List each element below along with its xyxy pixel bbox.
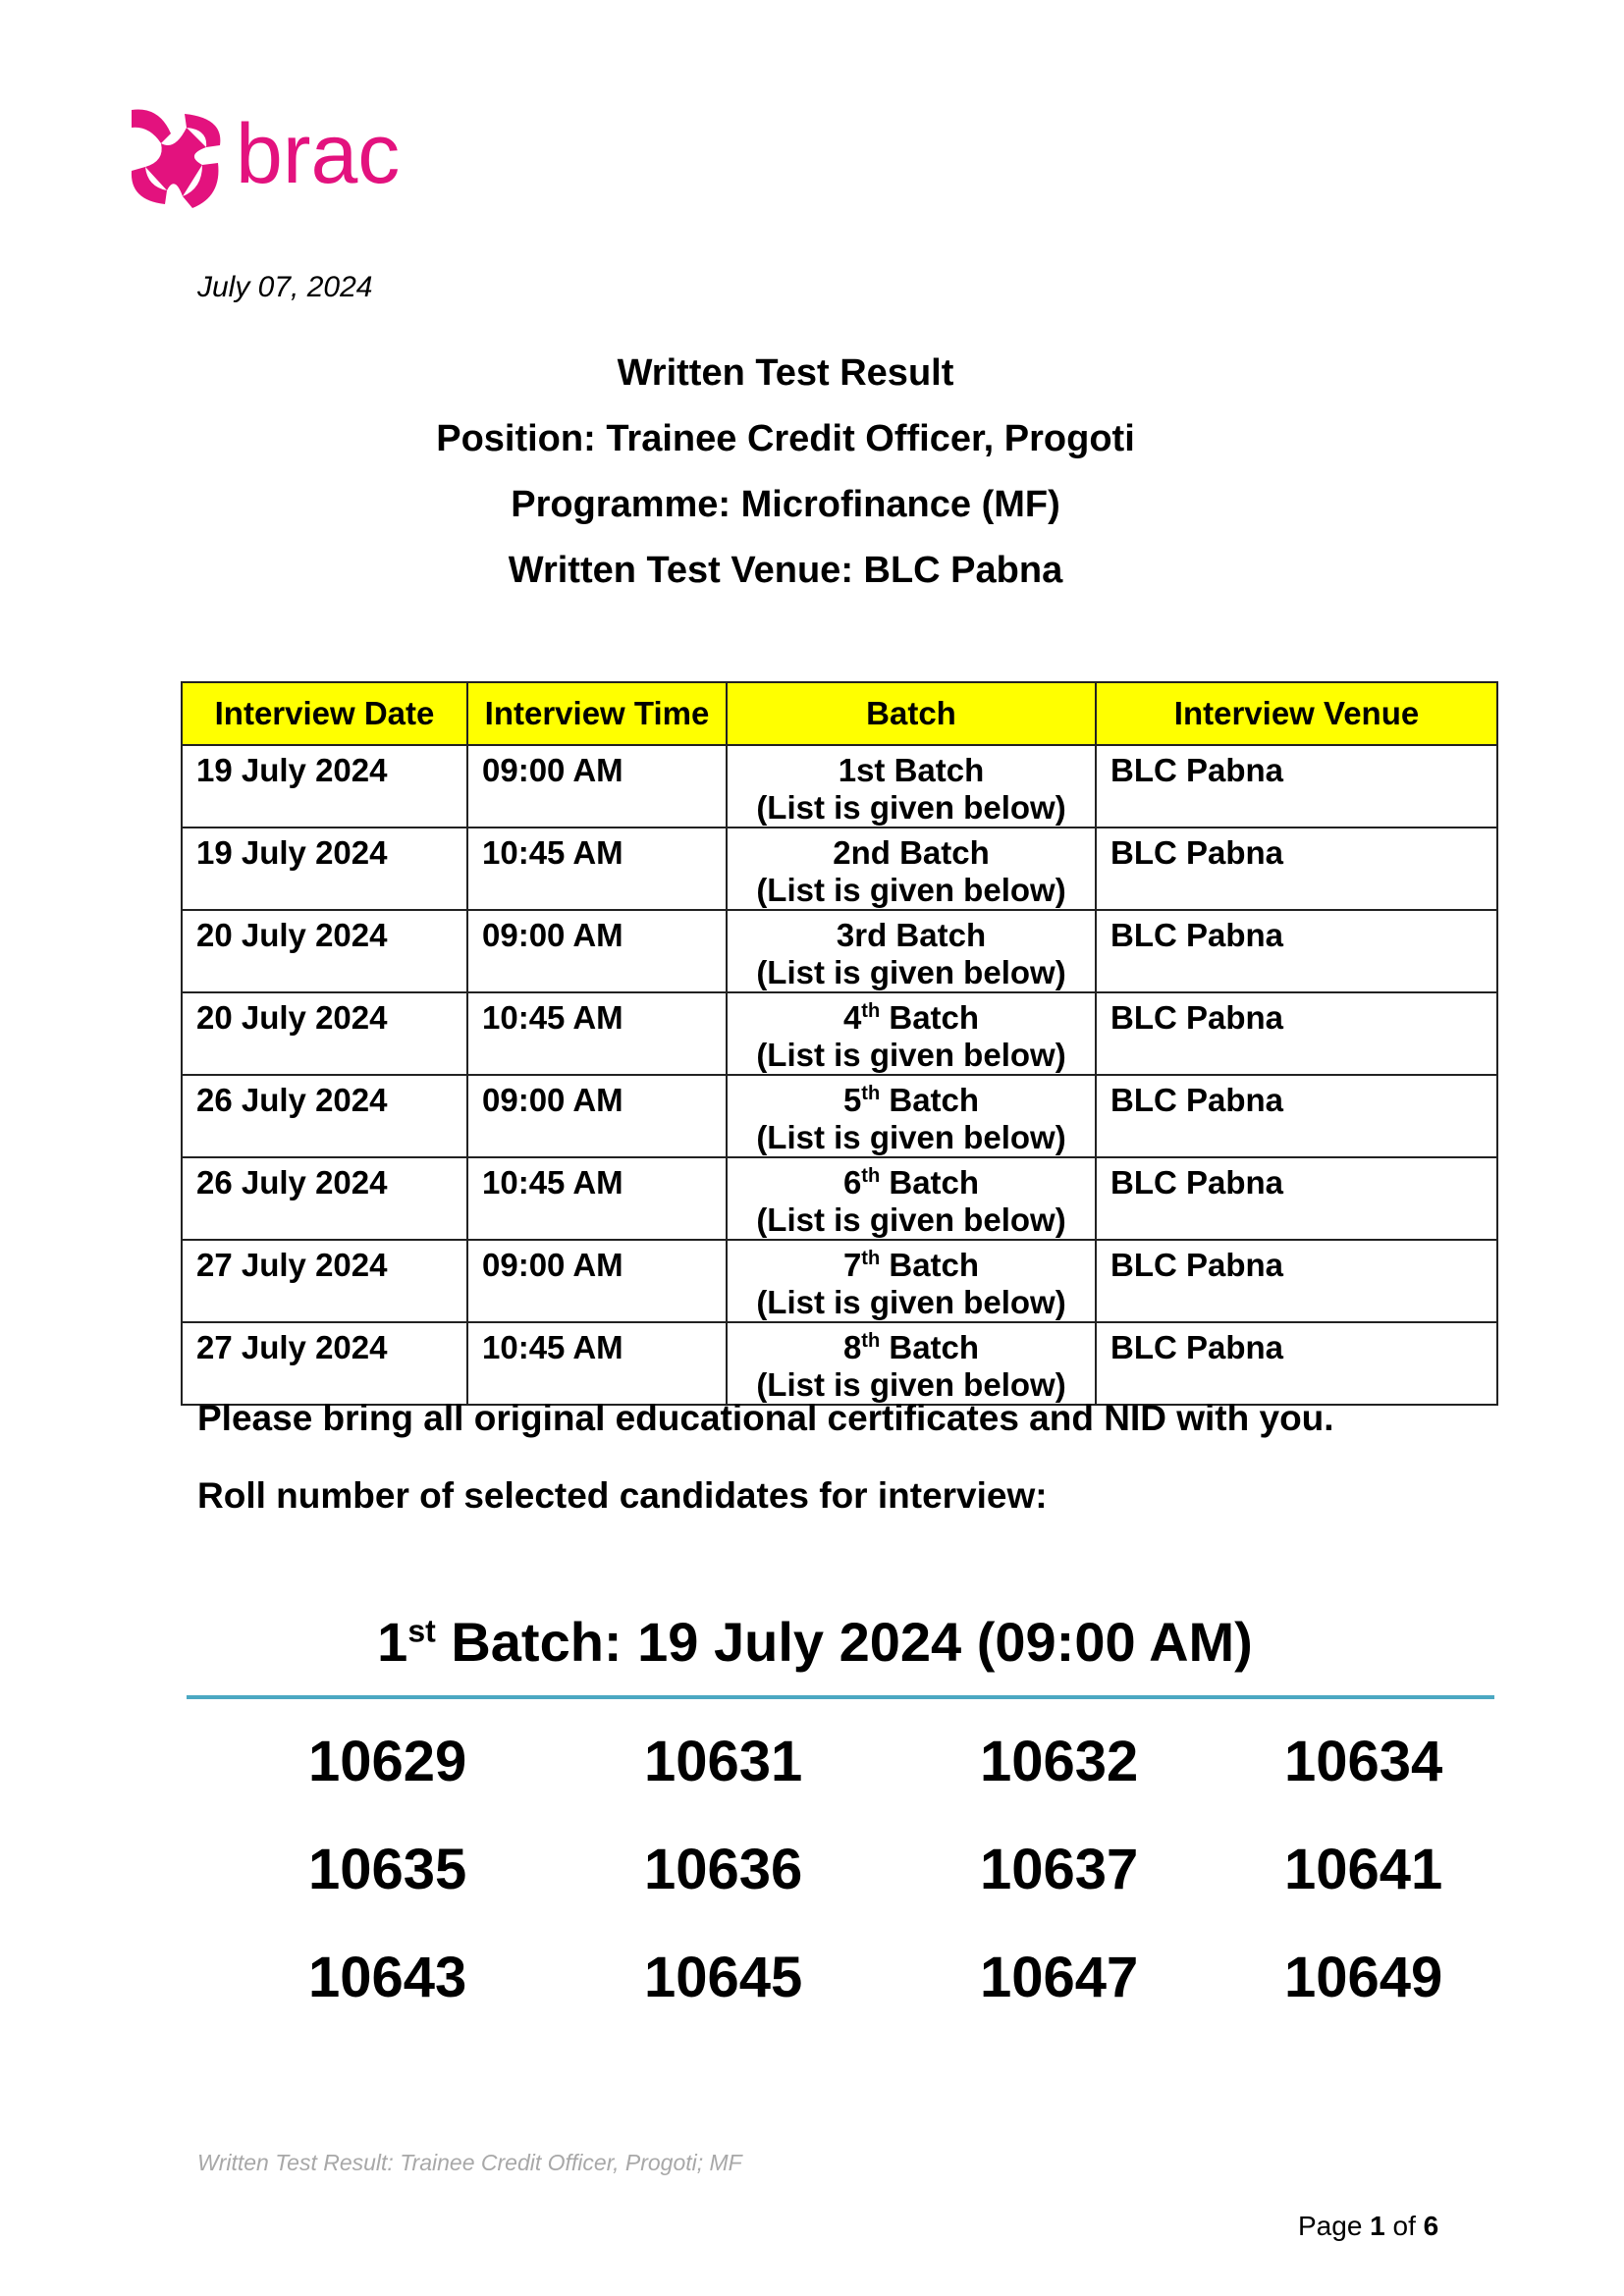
interview-date-cell: 20 July 2024 (182, 992, 467, 1075)
batch-cell (727, 1322, 1096, 1405)
page-title: Written Test Result (617, 352, 954, 394)
batch-cell (727, 828, 1096, 910)
batch-ordinal: th (861, 1165, 881, 1187)
interview-date-cell: 26 July 2024 (182, 1157, 467, 1240)
batch-number: 1 (838, 752, 857, 788)
interview-date-cell: 27 July 2024 (182, 1240, 467, 1322)
batch-cell (727, 1240, 1096, 1322)
table-row (182, 1240, 1497, 1322)
programme-line: Programme: Microfinance (MF) (511, 484, 1060, 525)
column-header: Interview Venue (1096, 682, 1497, 745)
position-line: Position: Trainee Credit Officer, Progoti (436, 418, 1135, 459)
batch-word: Batch (899, 834, 990, 871)
roll-number: 10634 (1284, 1730, 1443, 1793)
page-prefix: Page (1298, 2211, 1371, 2241)
roll-intro: Roll number of selected candidates for interview: (197, 1475, 1048, 1516)
table-row (182, 828, 1497, 910)
batch-cell (727, 1157, 1096, 1240)
brac-pinwheel-icon (132, 110, 220, 209)
batch-ordinal: th (861, 1248, 881, 1269)
batch-heading (0, 1610, 1624, 1674)
batch-word: Batch (889, 1329, 980, 1365)
batch-heading-rest: Batch: 19 July 2024 (09:00 AM) (435, 1611, 1253, 1673)
interview-venue-cell: BLC Pabna (1096, 1322, 1497, 1405)
batch-list-note: (List is given below) (756, 872, 1066, 908)
page-current: 1 (1370, 2211, 1385, 2241)
batch-list-note: (List is given below) (756, 1119, 1066, 1155)
roll-number: 10647 (980, 1946, 1139, 2009)
document-heading (0, 346, 1571, 609)
interview-time-cell: 10:45 AM (467, 992, 727, 1075)
batch-list-note: (List is given below) (756, 1201, 1066, 1238)
interview-date-cell: 26 July 2024 (182, 1075, 467, 1157)
batch-ordinal: th (861, 1083, 881, 1104)
batch-heading-sup: st (407, 1613, 436, 1649)
interview-venue-cell: BLC Pabna (1096, 745, 1497, 828)
interview-venue-cell: BLC Pabna (1096, 828, 1497, 910)
batch-cell (727, 745, 1096, 828)
roll-number: 10643 (308, 1946, 467, 2009)
interview-venue-cell: BLC Pabna (1096, 1157, 1497, 1240)
batch-cell (727, 1075, 1096, 1157)
interview-venue-cell: BLC Pabna (1096, 992, 1497, 1075)
roll-number: 10629 (308, 1730, 467, 1793)
page-number (1298, 2211, 1438, 2242)
roll-number: 10649 (1284, 1946, 1443, 2009)
table-row (182, 1157, 1497, 1240)
batch-divider (187, 1695, 1494, 1699)
column-header: Batch (727, 682, 1096, 745)
batch-number: 2 (833, 834, 851, 871)
table-header-row (182, 682, 1497, 745)
page-of: of (1384, 2211, 1424, 2241)
batch-number: 4 (842, 999, 862, 1036)
footer-note: Written Test Result: Trainee Credit Officer, Progoti; MF (197, 2150, 742, 2175)
roll-number: 10637 (980, 1838, 1139, 1901)
batch-ordinal: rd (854, 917, 888, 953)
table-row (182, 992, 1497, 1075)
interview-schedule-table (181, 681, 1498, 1406)
batch-number: 3 (836, 917, 855, 953)
interview-date-cell: 19 July 2024 (182, 828, 467, 910)
batch-list-note: (List is given below) (756, 1037, 1066, 1073)
interview-time-cell: 09:00 AM (467, 1075, 727, 1157)
interview-time-cell: 10:45 AM (467, 1157, 727, 1240)
table-row (182, 910, 1497, 992)
batch-number: 5 (842, 1082, 862, 1118)
batch-list-note: (List is given below) (756, 789, 1066, 826)
batch-word: Batch (889, 1247, 980, 1283)
table-row (182, 745, 1497, 828)
roll-number: 10635 (308, 1838, 467, 1901)
interview-date-cell: 20 July 2024 (182, 910, 467, 992)
certificate-note: Please bring all original educational certificates and NID with you. (197, 1398, 1334, 1438)
interview-time-cell: 09:00 AM (467, 910, 727, 992)
batch-ordinal: th (861, 1330, 881, 1352)
interview-time-cell: 09:00 AM (467, 1240, 727, 1322)
roll-number: 10632 (980, 1730, 1139, 1793)
batch-word: Batch (895, 917, 987, 953)
interview-venue-cell: BLC Pabna (1096, 1240, 1497, 1322)
batch-ordinal: nd (850, 834, 891, 871)
interview-date-cell: 19 July 2024 (182, 745, 467, 828)
roll-number: 10645 (644, 1946, 803, 2009)
interview-time-cell: 10:45 AM (467, 1322, 727, 1405)
roll-number: 10641 (1284, 1838, 1443, 1901)
interview-venue-cell: BLC Pabna (1096, 910, 1497, 992)
batch-ordinal: th (861, 1000, 881, 1022)
batch-number: 7 (842, 1247, 862, 1283)
brac-logo (126, 106, 440, 210)
batch-ordinal: st (856, 752, 886, 788)
interview-date-cell: 27 July 2024 (182, 1322, 467, 1405)
batch-word: Batch (893, 752, 985, 788)
document-date: July 07, 2024 (197, 271, 373, 303)
batch-number: 8 (842, 1329, 862, 1365)
venue-line: Written Test Venue: BLC Pabna (508, 550, 1063, 591)
batch-word: Batch (889, 999, 980, 1036)
batch-cell (727, 992, 1096, 1075)
batch-word: Batch (889, 1164, 980, 1201)
interview-time-cell: 09:00 AM (467, 745, 727, 828)
column-header: Interview Time (467, 682, 727, 745)
batch-list-note: (List is given below) (756, 1284, 1066, 1320)
batch-number: 6 (842, 1164, 862, 1201)
interview-time-cell: 10:45 AM (467, 828, 727, 910)
column-header: Interview Date (182, 682, 467, 745)
roll-number-grid (308, 1730, 1447, 2010)
interview-venue-cell: BLC Pabna (1096, 1075, 1497, 1157)
roll-number: 10631 (644, 1730, 803, 1793)
page-total: 6 (1423, 2211, 1439, 2241)
batch-heading-num: 1 (377, 1611, 408, 1673)
table-row (182, 1322, 1497, 1405)
roll-number: 10636 (644, 1838, 803, 1901)
batch-list-note: (List is given below) (756, 954, 1066, 990)
brac-logo-text: brac (236, 107, 401, 201)
batch-list-note: (List is given below) (756, 1366, 1066, 1403)
batch-word: Batch (889, 1082, 980, 1118)
table-row (182, 1075, 1497, 1157)
batch-cell (727, 910, 1096, 992)
